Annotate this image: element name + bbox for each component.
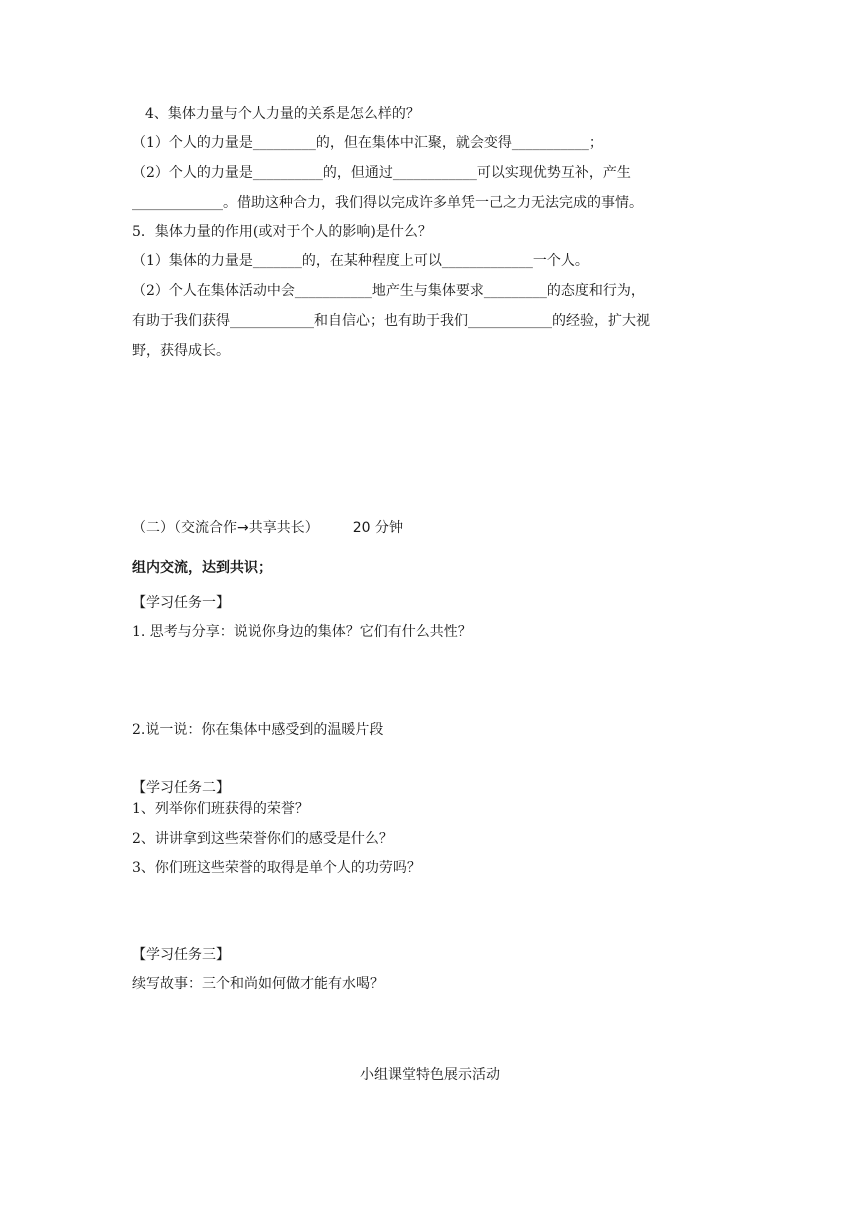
task-1-question-1: 1. 思考与分享：说说你身边的集体？它们有什么共性？: [132, 624, 472, 640]
question-5-item-2-end: 野，获得成长。: [132, 343, 230, 359]
section-heading: [132, 518, 403, 538]
section-heading-title: （二）（交流合作→共享共长）: [132, 520, 319, 536]
task-2-question-3: 3、你们班这些荣誉的取得是单个人的功劳吗？: [132, 860, 421, 876]
activity-title: 小组课堂特色展示活动: [360, 1067, 500, 1083]
section-heading-time: 20 分钟: [352, 520, 403, 536]
task-2-question-2: 2、讲讲拿到这些荣誉你们的感受是什么？: [132, 831, 393, 847]
question-4-item-2: （2）个人的力量是__________的，但通过____________可以实现优势互补，产生: [132, 165, 631, 181]
task-2-title: 【学习任务二】: [132, 780, 230, 796]
task-2-question-1: 1、列举你们班获得的荣誉？: [132, 801, 309, 817]
task-1-question-2: 2.说一说：你在集体中感受到的温暖片段: [132, 722, 384, 738]
question-5-item-1: （1）集体的力量是_______的，在某种程度上可以_____________一个人。: [132, 253, 589, 269]
task-3-question-1: 续写故事：三个和尚如何做才能有水喝？: [132, 976, 384, 992]
task-1-title: 【学习任务一】: [132, 595, 230, 611]
task-3-title: 【学习任务三】: [132, 947, 230, 963]
question-4-item-1: （1）个人的力量是_________的，但在集体中汇聚，就会变得___________；: [132, 135, 603, 151]
section-subheading: 组内交流，达到共识；: [132, 560, 272, 576]
question-5-item-2-continued: 有助于我们获得____________和自信心；也有助于我们____________的经验，扩大视: [132, 313, 650, 329]
question-5: 5．集体力量的作用(或对于个人的影响)是什么？: [132, 224, 432, 240]
question-5-item-2: （2）个人在集体活动中会___________地产生与集体要求_________的态度和行为，: [132, 283, 645, 299]
question-4-item-2-continued: _____________。借助这种合力，我们得以完成许多单凭一己之力无法完成的事情。: [132, 195, 643, 211]
question-4: 4、集体力量与个人力量的关系是怎么样的？: [145, 106, 420, 122]
